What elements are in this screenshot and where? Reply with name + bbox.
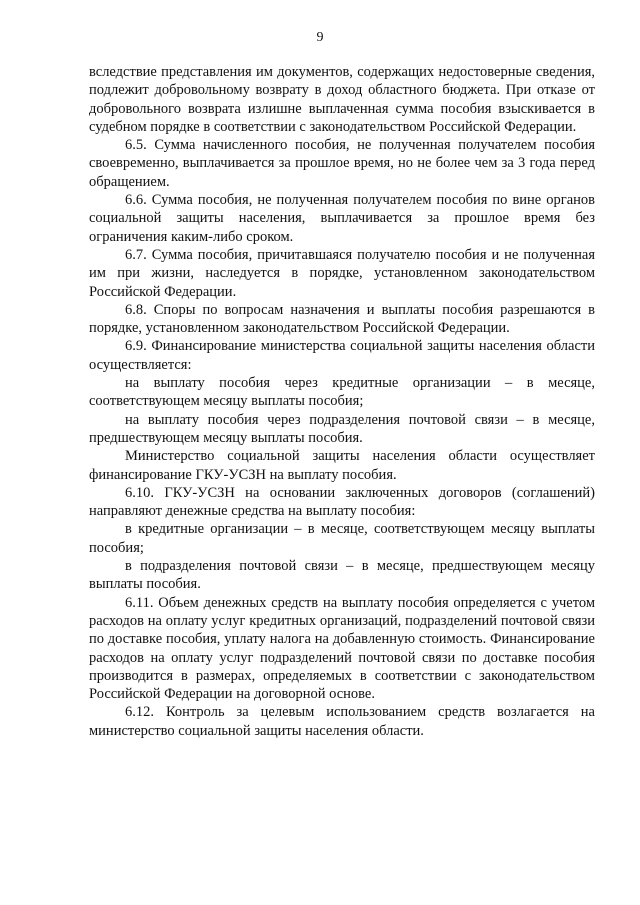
paragraph-6-9-item-credit: на выплату пособия через кредитные организации – в месяце, соответствующем месяцу выплаты пособия;	[89, 375, 595, 410]
paragraph-6-8: 6.8. Споры по вопросам назначения и выплаты пособия разрешаются в порядке, установленном законодательством Российской Федерации.	[89, 301, 595, 337]
paragraph-6-9-ministry: Министерство социальной защиты населения области осуществляет финансирование ГКУ-УСЗН на выплату пособия.	[89, 448, 595, 483]
paragraph-continuation: вследствие представления им документов, содержащих недостоверные сведения, подлежит добровольному возврату в доход областного бюджета. При отказе от добровольного возврата излишне выплаченная сумма пособия взыскивается в судебном порядке в соответствии с законодательством Российской Федерации.	[89, 64, 595, 135]
paragraph-6-12: 6.12. Контроль за целевым использованием средств возлагается на министерство социальной защиты населения области.	[89, 704, 595, 739]
paragraph-6-6: 6.6. Сумма пособия, не полученная получателем пособия по вине органов социальной защиты населения, выплачивается за прошлое время без ограничения каким-либо сроком.	[89, 192, 595, 245]
paragraph-6-10: 6.10. ГКУ-УСЗН на основании заключенных договоров (соглашений) направляют денежные средства на выплату пособия:	[89, 484, 595, 520]
paragraph-6-9-item-postal: на выплату пособия через подразделения почтовой связи – в месяце, предшествующем месяцу выплаты пособия.	[89, 411, 595, 446]
paragraph-6-10-item-credit: в кредитные организации – в месяце, соответствующем месяцу выплаты пособия;	[89, 521, 595, 556]
paragraph-6-9: 6.9. Финансирование министерства социальной защиты населения области осуществляется:	[89, 338, 595, 373]
paragraph-6-11: 6.11. Объем денежных средств на выплату пособия определяется с учетом расходов на оплату услуг кредитных организаций, подразделений почтовой связи по доставке пособия, уплату налога на добавленную стоимость. Финансирование расходов на оплату услуг подразделений почтовой связи по доставке пособия производится в размерах, определяемых в соответствии с законодательством Российской Федерации на договорной основе.	[89, 594, 595, 703]
paragraph-6-7: 6.7. Сумма пособия, причитавшаяся получателю пособия и не полученная им при жизни, наследуется в порядке, установленном законодательством Российской Федерации.	[89, 246, 595, 300]
paragraph-6-10-item-postal: в подразделения почтовой связи – в месяце, предшествующем месяцу выплаты пособия.	[89, 558, 595, 593]
document-body	[89, 63, 595, 740]
paragraph-6-5: 6.5. Сумма начисленного пособия, не полученная получателем пособия своевременно, выплачивается за прошлое время, но не более чем за 3 года перед обращением.	[89, 137, 595, 190]
page-number: 9	[316, 30, 324, 45]
